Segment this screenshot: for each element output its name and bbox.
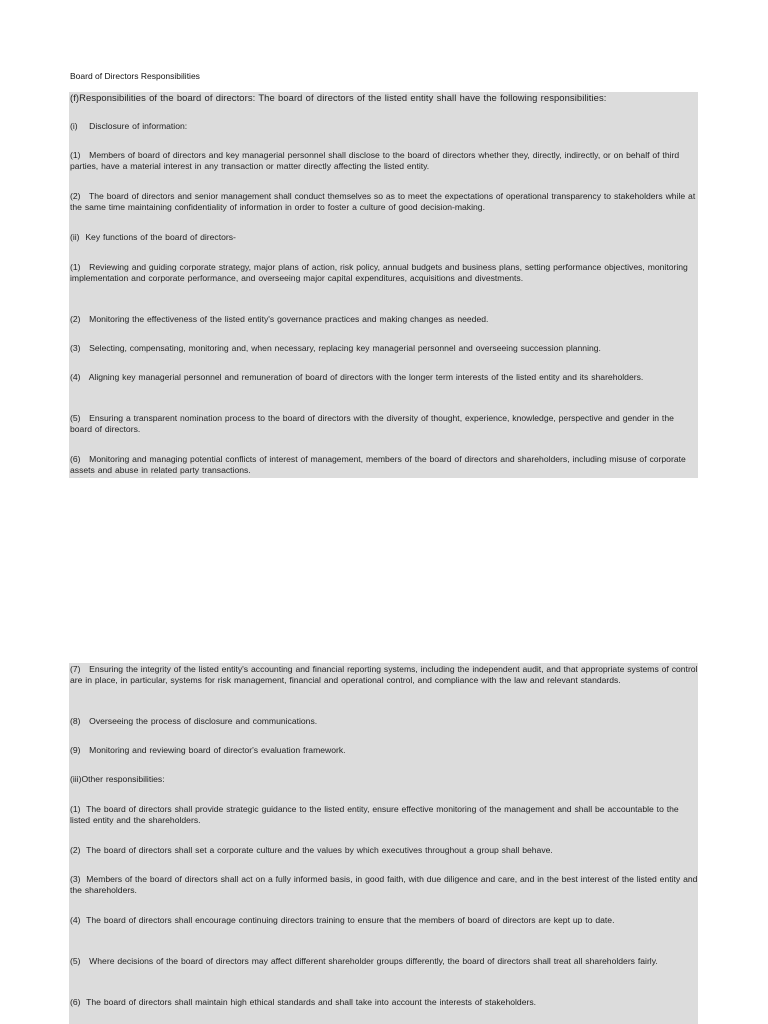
intro-paragraph: (f)Responsibilities of the board of directors: The board of directors of the listed entity shall have the following responsibilities:	[70, 92, 607, 103]
paragraph-other-4: (4) The board of directors shall encourage continuing directors training to ensure that the members of board of directors are kept up to date.	[70, 915, 615, 925]
section-heading-key-functions: (ii) Key functions of the board of directors-	[70, 232, 236, 242]
page-title: Board of Directors Responsibilities	[70, 71, 200, 81]
paragraph-other-5: (5) Where decisions of the board of directors may affect different shareholder groups differently, the board of directors shall treat all shareholders fairly.	[70, 956, 658, 966]
paragraph-disclosure-2: (2) The board of directors and senior management shall conduct themselves so as to meet the expectations of operational transparency to stakeholders while at the same time maintaining confidentiality of information in order to foster a culture of good decision-making.	[70, 191, 699, 213]
content-block-2	[69, 663, 701, 1024]
content-block-1	[69, 92, 698, 478]
section-heading-other-responsibilities: (iii)Other responsibilities:	[70, 774, 165, 784]
paragraph-other-1: (1) The board of directors shall provide strategic guidance to the listed entity, ensure effective monitoring of the management and shall be accountable to the listed entity and the shareholders.	[70, 804, 682, 826]
paragraph-other-3: (3) Members of the board of directors shall act on a fully informed basis, in good faith, with due diligence and care, and in the best interest of the listed entity and the shareholders.	[70, 874, 701, 896]
paragraph-key-function-4: (4) Aligning key managerial personnel and remuneration of board of directors with the longer term interests of the listed entity and its shareholders.	[70, 372, 644, 382]
paragraph-key-function-7: (7) Ensuring the integrity of the listed entity's accounting and financial reporting systems, including the independent audit, and that appropriate systems of control are in place, in particular, systems for risk management, financial and operational control, and compliance with the law and relevant standards.	[70, 664, 701, 686]
paragraph-disclosure-1: (1) Members of board of directors and key managerial personnel shall disclose to the board of directors whether they, directly, indirectly, or on behalf of third parties, have a material interest in any transaction or matter directly affecting the listed entity.	[70, 150, 683, 172]
paragraph-key-function-2: (2) Monitoring the effectiveness of the listed entity's governance practices and making changes as needed.	[70, 314, 489, 324]
paragraph-key-function-3: (3) Selecting, compensating, monitoring and, when necessary, replacing key managerial personnel and overseeing succession planning.	[70, 343, 601, 353]
paragraph-key-function-8: (8) Overseeing the process of disclosure and communications.	[70, 716, 318, 726]
paragraph-other-2: (2) The board of directors shall set a corporate culture and the values by which executives throughout a group shall behave.	[70, 845, 553, 855]
paragraph-key-function-5: (5) Ensuring a transparent nomination process to the board of directors with the diversity of thought, experience, knowledge, perspective and gender in the board of directors.	[70, 413, 677, 435]
paragraph-other-6: (6) The board of directors shall maintain high ethical standards and shall take into account the interests of stakeholders.	[70, 997, 537, 1007]
section-heading-disclosure: (i) Disclosure of information:	[70, 121, 188, 131]
paragraph-key-function-6: (6) Monitoring and managing potential conflicts of interest of management, members of the board of directors and shareholders, including misuse of corporate assets and abuse in related party transactions.	[70, 454, 689, 476]
paragraph-key-function-9: (9) Monitoring and reviewing board of director's evaluation framework.	[70, 745, 346, 755]
paragraph-key-function-1: (1) Reviewing and guiding corporate strategy, major plans of action, risk policy, annual budgets and business plans, setting performance objectives, monitoring implementation and corporate performance, and overseeing major capital expenditures, acquisitions and divestments.	[70, 262, 691, 284]
